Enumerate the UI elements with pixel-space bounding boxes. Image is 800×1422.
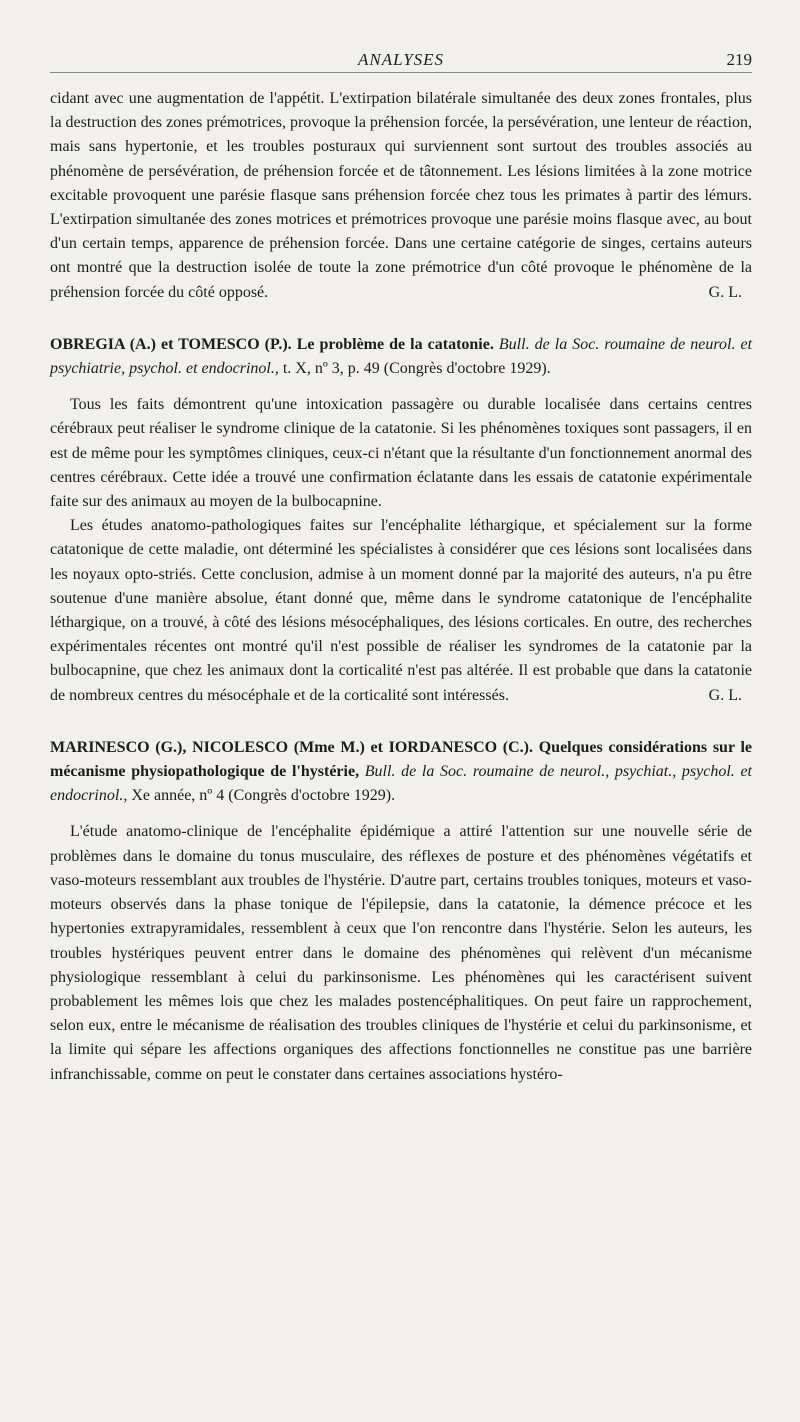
review-paragraph-text: Les études anatomo-pathologiques faites sur l'encéphalite léthargique, et spécialement sur la forme catatonique de cette maladie, ont déterminé les spécialistes à considérer que ces lésions sont localisées dans les noyaux opto-striés. Cette conclusion, admise à un moment donné par la majorité des auteurs, n'a pu être soutenue d'une manière absolue, étant donné que, même dans le syndrome catatonique de l'encéphalite léthargique, on a trouvé, à côté des lésions mésocéphaliques, des lésions corticales. En outre, des recherches expérimentales récentes ont montré qu'il n'est possible de réaliser les syndromes de la catatonie par la bulbocapnine, que chez les animaux dont la corticalité n'est pas altérée. Il est probable que dans la catatonie de nombreux centres du mésocéphale et de la corticalité sont intéressés. (50, 517, 752, 704)
review-entry-obregia (50, 333, 752, 708)
citation-title: Le problème de la catatonie. (296, 335, 494, 353)
citation (50, 736, 752, 809)
citation-details: Xe année, nº 4 (Congrès d'octobre 1929). (131, 787, 396, 805)
citation-journal: Bull. de la Soc. roumaine de neurol. et psychiatrie, psychol. et endocrinol., (50, 335, 753, 378)
citation-journal: Bull. de la Soc. roumaine de neurol., psychiat., psychol. et endocrinol., (50, 763, 753, 805)
citation-authors: MARINESCO (G.), NICOLESCO (Mme M.) et IORDANESCO (C.). (50, 738, 534, 756)
review-paragraph (50, 514, 752, 708)
citation-title: Quelques considérations sur le mécanisme physiopathologique de l'hystérie, (50, 738, 753, 781)
signature: G. L. (708, 686, 742, 704)
continuation-text: cidant avec une augmentation de l'appétit. L'extirpation bilatérale simultanée des deux zones frontales, plus la destruction des zones prémotrices, provoque la préhension forcée, la persévération, une lenteur de réaction, mais sans hypertonie, et les troubles posturaux qui surviennent sont surtout des troubles associés au phénomène de persévération, de préhension forcée et de tâtonnement. Les lésions limitées à la zone motrice excitable provoquent une parésie flasque sans préhension forcée chez tous les primates à partir des lémurs. L'extirpation simultanée des zones motrices et prémotrices provoque une parésie moins flasque avec, au bout d'un certain temps, apparence de préhension forcée. Dans une certaine catégorie de singes, certains auteurs ont montré que la destruction isolée de toute la zone prémotrice d'un côté provoque le phénomène de la préhension forcée du côté opposé. (50, 90, 752, 301)
review-paragraph: L'étude anatomo-clinique de l'encéphalite épidémique a attiré l'attention sur une nouvelle série de problèmes dans le domaine du tonus musculaire, des réflexes de posture et des phénomènes végétatifs et vaso-moteurs ressemblant aux troubles de l'hystérie. D'autre part, certains troubles toniques, moteurs et vaso-moteurs observés dans la phase tonique de l'épilepsie, dans la catatonie, la démence précoce et les hypertonies extrapyramidales, ressemblent à ceux que l'on rencontre dans l'hystérie. Selon les auteurs, les troubles hystériques peuvent entrer dans le domaine des phénomènes qui relèvent d'un mécanisme physiologique ressemblant à celui du parkinsonisme. Les phénomènes qui les caractérisent suivent probablement les mêmes lois que chez les malades postencéphalitiques. On peut faire un rapprochement, selon eux, entre le mécanisme de réalisation des troubles cliniques de l'hystérie et celui du parkinsonisme, et la limite qui sépare les affections organiques des affections fonctionnelles ne constitue pas une barrière infranchissable, comme on peut le constater dans certaines associations hystéro- (50, 823, 752, 1083)
review-entry-marinesco (50, 736, 752, 1087)
signature: G. L. (708, 283, 742, 301)
citation-details: t. X, nº 3, p. 49 (Congrès d'octobre 1929). (282, 360, 551, 378)
continuation-paragraph (50, 87, 752, 305)
continuation-section (50, 87, 752, 305)
review-paragraph: Tous les faits démontrent qu'une intoxication passagère ou durable localisée dans certains centres cérébraux peut réaliser le syndrome clinique de la catatonie. Si les phénomènes toxiques sont passagers, il en est de même pour les symptômes cliniques, ceux-ci n'étant que la résultante d'un fonctionnement anormal des centres cérébraux. Cette idée a trouvé une confirmation éclatante dans les essais de catatonie expérimentale faite sur des animaux au moyen de la bulbocapnine. (50, 396, 752, 511)
running-head (50, 50, 752, 73)
citation-authors: OBREGIA (A.) et TOMESCO (P.). (50, 335, 292, 353)
citation (50, 333, 752, 381)
header-title: ANALYSES (357, 50, 445, 69)
page-number: 219 (726, 50, 752, 69)
